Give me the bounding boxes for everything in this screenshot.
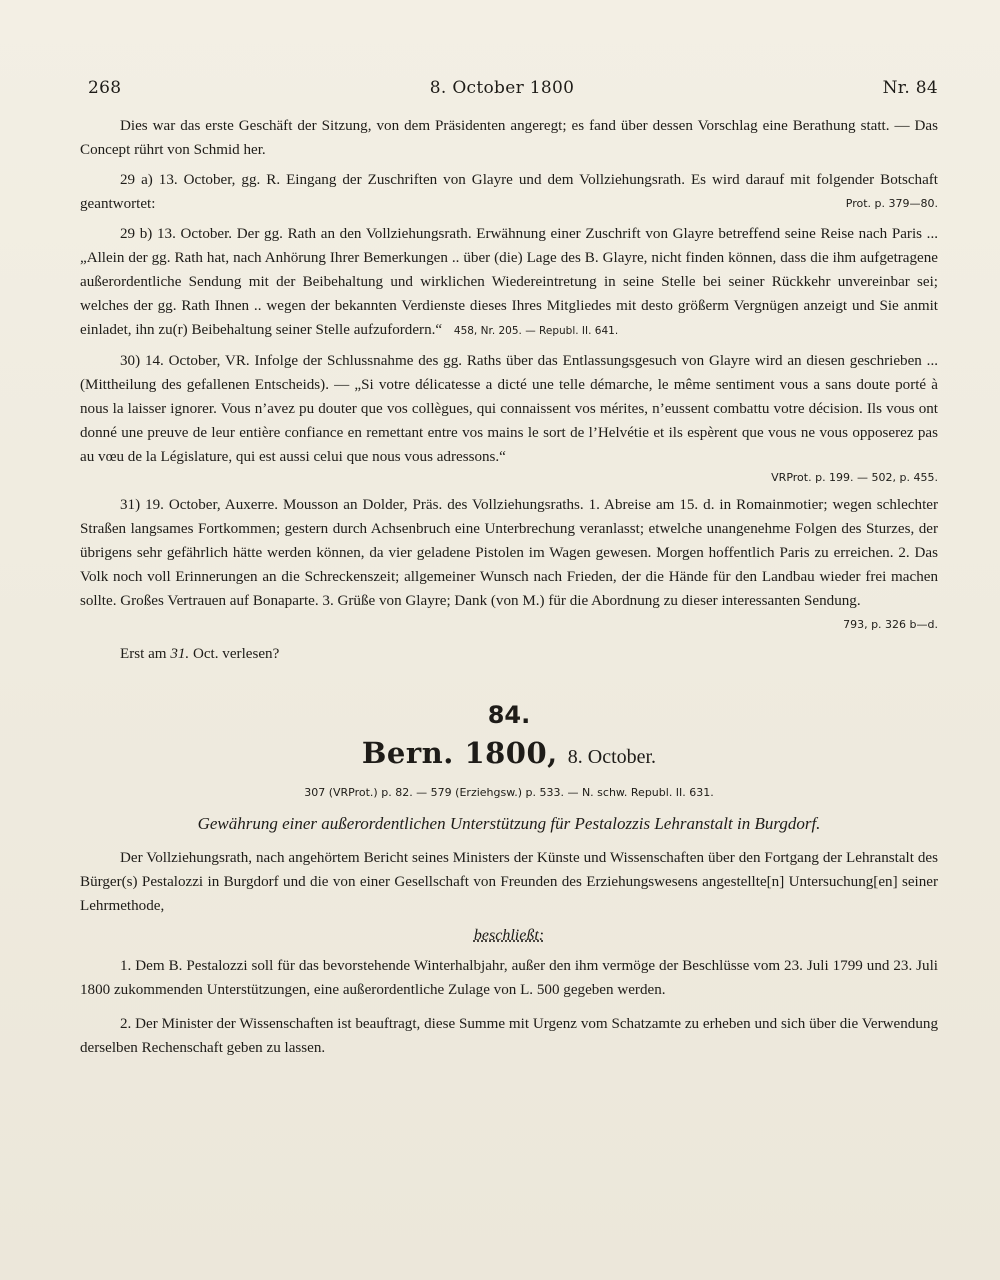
decision-text: beschließt: xyxy=(473,927,545,944)
document-date: 8. October. xyxy=(567,746,657,768)
paragraph-30-reference: VRProt. p. 199. — 502, p. 455. xyxy=(771,471,938,484)
decision-item-1: 1. Dem B. Pestalozzi soll für das bevorstehende Winterhalbjahr, außer den ihm vermöge der Beschlüsse vom 23. Juli 1799 und 23. Juli 1800 zukommenden Unterstützungen, eine außerordentliche Zulage von L. 500 gegeben werden. xyxy=(80,958,938,998)
document-subject: Gewährung einer außerordentlichen Unterstützung für Pestalozzis Lehranstalt in Burgdorf. xyxy=(197,814,821,833)
page-number: 268 xyxy=(88,78,122,98)
question-suffix: Oct. verlesen? xyxy=(189,646,280,662)
header-doc-number: Nr. 84 xyxy=(882,78,938,98)
document-place-date xyxy=(80,736,938,776)
decision-heading xyxy=(80,924,938,948)
paragraph-31-reference: 793, p. 326 b—d. xyxy=(843,618,938,631)
running-header xyxy=(88,74,938,102)
question-date: 31. xyxy=(170,646,190,662)
paragraph-29a-reference: Prot. p. 379—80. xyxy=(845,197,938,210)
paragraph-31 xyxy=(80,493,938,634)
document-place: Bern. 1800, xyxy=(361,736,558,770)
paragraph-31-text: 31) 19. October, Auxerre. Mousson an Dolder, Präs. des Vollziehungsraths. 1. Abreise am 15. d. in Romainmotier; wegen schlechter Straßen langsames Fortkommen; gestern durch Achsenbruch eine Unterbrechung veranlasst; etwelche unangenehme Folgen des Sturzes, der übrigens sehr gefährlich hätte werden können, da vier geladene Pistolen im Wagen gewesen. Morgen hoffentlich Paris zu erreichen. 2. Das Volk noch voll Erinnerungen an die Schreckenszeit; allgemeiner Wunsch nach Frieden, der die Hände für den Landbau wieder frei machen sollte. Großes Vertrauen auf Bonaparte. 3. Grüße von Glayre; Dank (von M.) für die Abordnung zu dieser interessanten Sendung. xyxy=(80,497,938,609)
paragraph-29a xyxy=(80,168,938,216)
paragraph-29b-reference: 458, Nr. 205. — Republ. II. 641. xyxy=(453,325,619,337)
document-intro: Der Vollziehungsrath, nach angehörtem Bericht seines Ministers der Künste und Wissenschaften über den Fortgang der Lehranstalt des Bürger(s) Pestalozzi in Burgdorf und die von einer Gesellschaft von Freunden des Erziehungswesens angestellte[n] Untersuchung[en] seiner Lehrmethode, xyxy=(80,850,938,914)
document-body xyxy=(80,846,938,1060)
paragraph-29b xyxy=(80,222,938,343)
paragraph-29b-text: 29 b) 13. October. Der gg. Rath an den Vollziehungsrath. Erwähnung einer Zuschrift von Glayre betreffend seine Reise nach Paris ... „Allein der gg. Rath hat, nach Anhörung Ihrer Bemerkungen .. über (die) Lage des B. Glayre, nicht finden können, dass die ihm aufgetragene außerordentliche Sendung mit der Beibehaltung und wirklichen Wiedereintretung in seine Stelle bei seiner Rückkehr unvereinbar sei; welches der gg. Rath Ihnen .. wegen der bekannten Verdienste dieses Ihres Mitgliedes mit desto größerm Vergnügen anzeigt und Sie anmit einladet, ihn zu(r) Beibehaltung seiner Stelle aufzufordern.“ xyxy=(80,226,938,338)
decision-item-2: 2. Der Minister der Wissenschaften ist beauftragt, diese Summe mit Urgenz vom Schatzamte zu erheben und sich über die Verwendung derselben Rechenschaft geben zu lassen. xyxy=(80,1016,938,1056)
question-prefix: Erst am xyxy=(120,646,171,662)
paragraph-29a-text: 29 a) 13. October, gg. R. Eingang der Zuschriften von Glayre und dem Vollziehungsrath. Es wird darauf mit folgender Botschaft geantwortet: xyxy=(80,172,938,212)
paragraph-30-text: 30) 14. October, VR. Infolge der Schlussnahme des gg. Raths über das Entlassungsgesuch von Glayre wird an diesen geschrieben ... (Mittheilung des gefallenen Entscheids). — „Si votre délicatesse a dicté une telle démarche, le même sentiment vous a sans doute porté à nous la laisser ignorer. Vous n’avez pu douter que vos collègues, qui connaissent vos mérites, n’eussent combattu votre décision. Ils vous ont donné une preuve de leur entière confiance en remettant entre vos mains le sort de l’Helvétie et ils espèrent que vous ne vous opposerez pas au vœu de la Législature, qui est aussi celui que nous vous adressons.“ xyxy=(80,353,938,465)
header-date: 8. October 1800 xyxy=(429,78,575,98)
document-sources: 307 (VRProt.) p. 82. — 579 (Erziehgsw.) p. 533. — N. schw. Republ. II. 631. xyxy=(304,786,714,799)
paragraph-session-note: Dies war das erste Geschäft der Sitzung, von dem Präsidenten angeregt; es fand über dessen Vorschlag eine Berathung statt. — Das Concept rührt von Schmid her. xyxy=(80,118,938,158)
document-number: 84. xyxy=(487,701,531,729)
page-content xyxy=(80,114,938,1060)
paragraph-30 xyxy=(80,349,938,469)
reading-date-question xyxy=(80,642,938,666)
